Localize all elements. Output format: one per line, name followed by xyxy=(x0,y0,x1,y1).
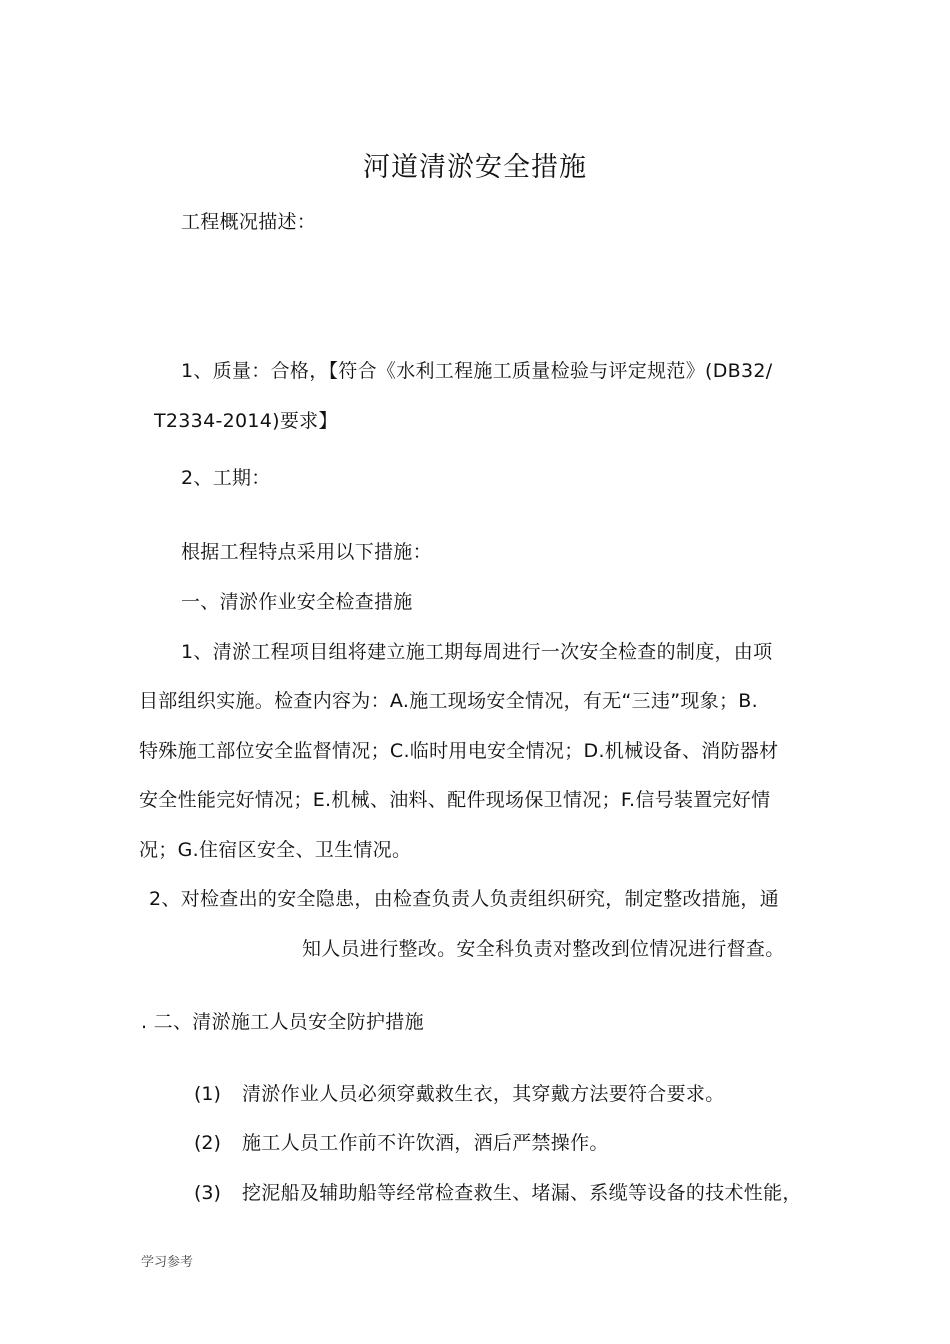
section2-heading: . 二、清淤施工人员安全防护措施 xyxy=(141,1011,424,1033)
section2-item-text: 清淤作业人员必须穿戴救生衣，其穿戴方法要符合要求。 xyxy=(242,1083,725,1105)
section1-p2-line: 2、对检查出的安全隐患，由检查负责人负责组织研究，制定整改措施，通 xyxy=(149,888,779,910)
section2-item-text: 挖泥船及辅助船等经常检查救生、堵漏、系缆等设备的技术性能， xyxy=(242,1182,802,1204)
document-title: 河道清淤安全措施 xyxy=(363,152,587,183)
section1-p1-line: 1、清淤工程项目组将建立施工期每周进行一次安全检查的制度，由项 xyxy=(181,641,773,663)
section2-item-number: (1) xyxy=(194,1083,221,1105)
quality-line-2: T2334-2014)要求】 xyxy=(154,410,338,432)
intro-line: 根据工程特点采用以下措施： xyxy=(181,541,432,563)
section1-p1-line: 目部组织实施。检查内容为：A.施工现场安全情况，有无“三违”现象；B. xyxy=(139,690,758,712)
section2-item-text: 施工人员工作前不许饮酒，酒后严禁操作。 xyxy=(242,1132,609,1154)
section1-p2-line: 知人员进行整改。安全科负责对整改到位情况进行督查。 xyxy=(302,938,785,960)
section1-p1-line: 特殊施工部位安全监督情况；C.临时用电安全情况；D.机械设备、消防器材 xyxy=(139,740,779,762)
section2-item-number: (3) xyxy=(194,1182,221,1204)
section1-p1-line: 安全性能完好情况；E.机械、油料、配件现场保卫情况；F.信号装置完好情 xyxy=(139,789,771,811)
section2-item-number: (2) xyxy=(194,1132,221,1154)
schedule-line: 2、工期： xyxy=(181,467,271,489)
section1-heading: 一、清淤作业安全检查措施 xyxy=(181,591,413,613)
overview-label: 工程概况描述： xyxy=(181,211,317,233)
page-footer: 学习参考 xyxy=(141,1255,194,1270)
section1-p1-line: 况；G.住宿区安全、卫生情况。 xyxy=(139,839,412,861)
quality-line-1: 1、质量：合格，【符合《水利工程施工质量检验与评定规范》(DB32/ xyxy=(181,360,773,382)
